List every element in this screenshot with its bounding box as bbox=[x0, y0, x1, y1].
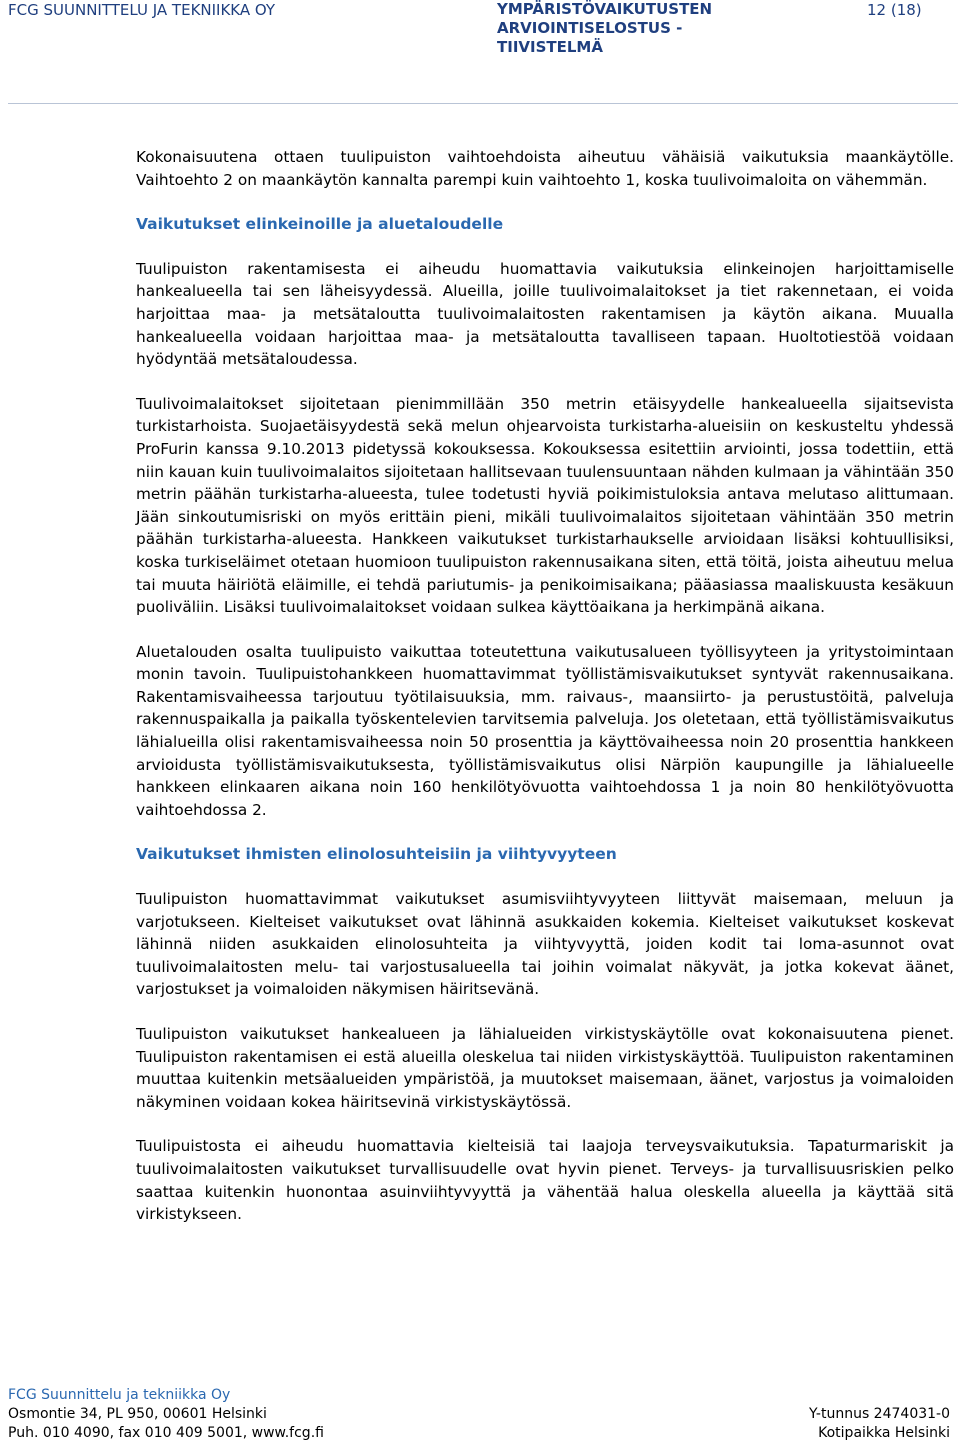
paragraph-recreation: Tuulipuiston vaikutukset hankealueen ja lähialueiden virkistyskäytölle ovat kokonaisuutena pienet. Tuulipuiston rakentamisen ei estä alueilla oleskelua tai niiden virkistyskäyttöä. Tuulipuiston rakentaminen muuttaa kuitenkin metsäalueiden ympäristöä, ja muutokset maisemaan, äänet, varjostus ja voimaloiden näkyminen voidaan kokea häiritsevinä virkistyskäytössä. bbox=[136, 1025, 954, 1111]
footer-company: FCG Suunnittelu ja tekniikka Oy bbox=[8, 1387, 231, 1403]
footer-address: Osmontie 34, PL 950, 00601 Helsinki bbox=[8, 1406, 267, 1422]
paragraph-living-comfort: Tuulipuiston huomattavimmat vaikutukset asumisviihtyvyyteen liittyvät maisemaan, meluun ja varjotukseen. Kielteiset vaikutukset ovat lähinnä asukkaiden kokemia. Kielteiset vaikutukset koskevat lähinnä niiden asukkaiden elinolosuhteita ja viihtyvyyttä, joiden kodit tai loma-asunnot ovat tuulivoimalaitosten melu- tai varjostusalueella tai joihin voimalat näkyvät, ja jotka kokevat äänet, varjostukset ja voimaloiden näkymisen häiritsevänä. bbox=[136, 890, 954, 999]
header-company: FCG SUUNNITTELU JA TEKNIIKKA OY bbox=[8, 1, 276, 19]
footer-contact-block bbox=[8, 1386, 324, 1443]
footer-registration-block bbox=[809, 1405, 950, 1443]
paragraph-business-impacts: Tuulipuiston rakentamisesta ei aiheudu huomattavia vaikutuksia elinkeinojen harjoittamiselle hankealueella tai sen läheisyydessä. Alueilla, joille tuulivoimalaitokset ja tiet rakennetaan, ei voida harjoittaa maa- ja metsätaloutta tuulivoimalaitosten rakentamisen ja käytön aikana. Muualla hankealueella voidaan harjoittaa maa- ja metsätaloutta tavalliseen tapaan. Huoltotiestöä voidaan hyödyntää metsätaloudessa. bbox=[136, 259, 954, 369]
header-title: YMPÄRISTÖVAIKUTUSTEN ARVIOINTISELOSTUS - TIIVISTELMÄ bbox=[497, 0, 713, 56]
page-footer bbox=[0, 1386, 960, 1442]
footer-contact: Puh. 010 4090, fax 010 409 5001, www.fcg.fi bbox=[8, 1425, 324, 1441]
footer-domicile: Kotipaikka Helsinki bbox=[818, 1425, 950, 1441]
page-header bbox=[0, 0, 960, 104]
paragraph-land-use-summary: Kokonaisuutena ottaen tuulipuiston vaihtoehdoista aiheutuu vähäisiä vaikutuksia maankäytölle. Vaihtoehto 2 on maankäytön kannalta parempi kuin vaihtoehto 1, koska tuulivoimaloita on vähemmän. bbox=[136, 148, 954, 189]
document-body bbox=[136, 146, 954, 1248]
paragraph-health-safety: Tuulipuistosta ei aiheudu huomattavia kielteisiä tai laajoja terveysvaikutuksia. Tapaturmariskit ja tuulivoimalaitosten vaikutukset turvallisuudelle ovat hyvin pienet. Terveys- ja turvallisuusriskien pelko saattaa kuitenkin huonontaa asuinviihtyvyyttä ja vähentää halua oleskella alueella ja käyttää sitä virkistykseen. bbox=[136, 1137, 954, 1224]
paragraph-regional-economy: Aluetalouden osalta tuulipuisto vaikuttaa toteutettuna vaikutusalueen työllisyyteen ja yritystoimintaan monin tavoin. Tuulipuistohankkeen huomattavimmat työllistämisvaikutukset syntyvät rakennusaikana. Rakentamisvaiheessa tarjoutuu työtilaisuuksia, mm. raivaus-, maansiirto- ja perustustöitä, palveluja rakennuspaikalla ja paikalla työskentelevien tarvitsemia palveluja. Jos oletetaan, että työllistämisvaikutus lähialueilla olisi rakentamisvaiheessa noin 50 prosenttia ja käyttövaiheessa noin 20 prosenttia hankkeen arvioidusta työllistämisvaikutuksesta, työllistämisvaikutus olisi Närpiön kaupungille ja lähialueelle hankkeen elinkaaren aikana noin 160 henkilötyövuotta vaihtoehdossa 1 ja noin 80 henkilötyövuotta vaihtoehdossa 2. bbox=[136, 642, 954, 819]
footer-business-id: Y-tunnus 2474031-0 bbox=[809, 1406, 950, 1422]
paragraph-fur-farms: Tuulivoimalaitokset sijoitetaan pienimmillään 350 metrin etäisyydelle hankealueella sijaitsevista turkistarhoista. Suojaetäisyydestä sekä melun ohjearvoista turkistarha-alueisiin on keskusteltu yhdessä ProFurin kanssa 9.10.2013 pidetyssä kokouksessa. Kokouksessa esitettiin arviointi, jossa todettiin, että niin kauan kuin tuulivoimalaitos sijoitetaan hallitsevaan tuulensuuntaan nähden kulmaan ja vähintään 350 metrin päähän turkistarha-alueesta, tulee todetusti hyviä poikimistuloksia antava melutaso alittumaan. Jään sinkoutumisriski on myös erittäin pieni, mikäli tuulivoimalaitos sijoitetaan vähintään 350 metrin päähän turkistarha-alueesta. Hankkeen vaikutukset turkistarhaukselle arvioidaan lisäksi kohtuullisiksi, koska turkiseläimet otetaan huomioon tuulipuiston rakennusaikana siten, että töitä, joista aiheutuu melua tai muuta häiriötä eläimille, ei tehdä pariutumis- ja penikoimisaikana; pääasiassa maaliskuusta kesäkuun puoliväliin. Lisäksi tuulivoimalaitokset voidaan sulkea käyttöaikana ja herkimpänä aikana. bbox=[136, 394, 954, 617]
page-number: 12 (18) bbox=[867, 1, 922, 19]
heading-living-conditions: Vaikutukset ihmisten elinolosuhteisiin ja viihtyvyyteen bbox=[136, 845, 617, 864]
heading-business-impacts: Vaikutukset elinkeinoille ja aluetaloudelle bbox=[136, 215, 504, 234]
header-divider bbox=[8, 103, 958, 104]
